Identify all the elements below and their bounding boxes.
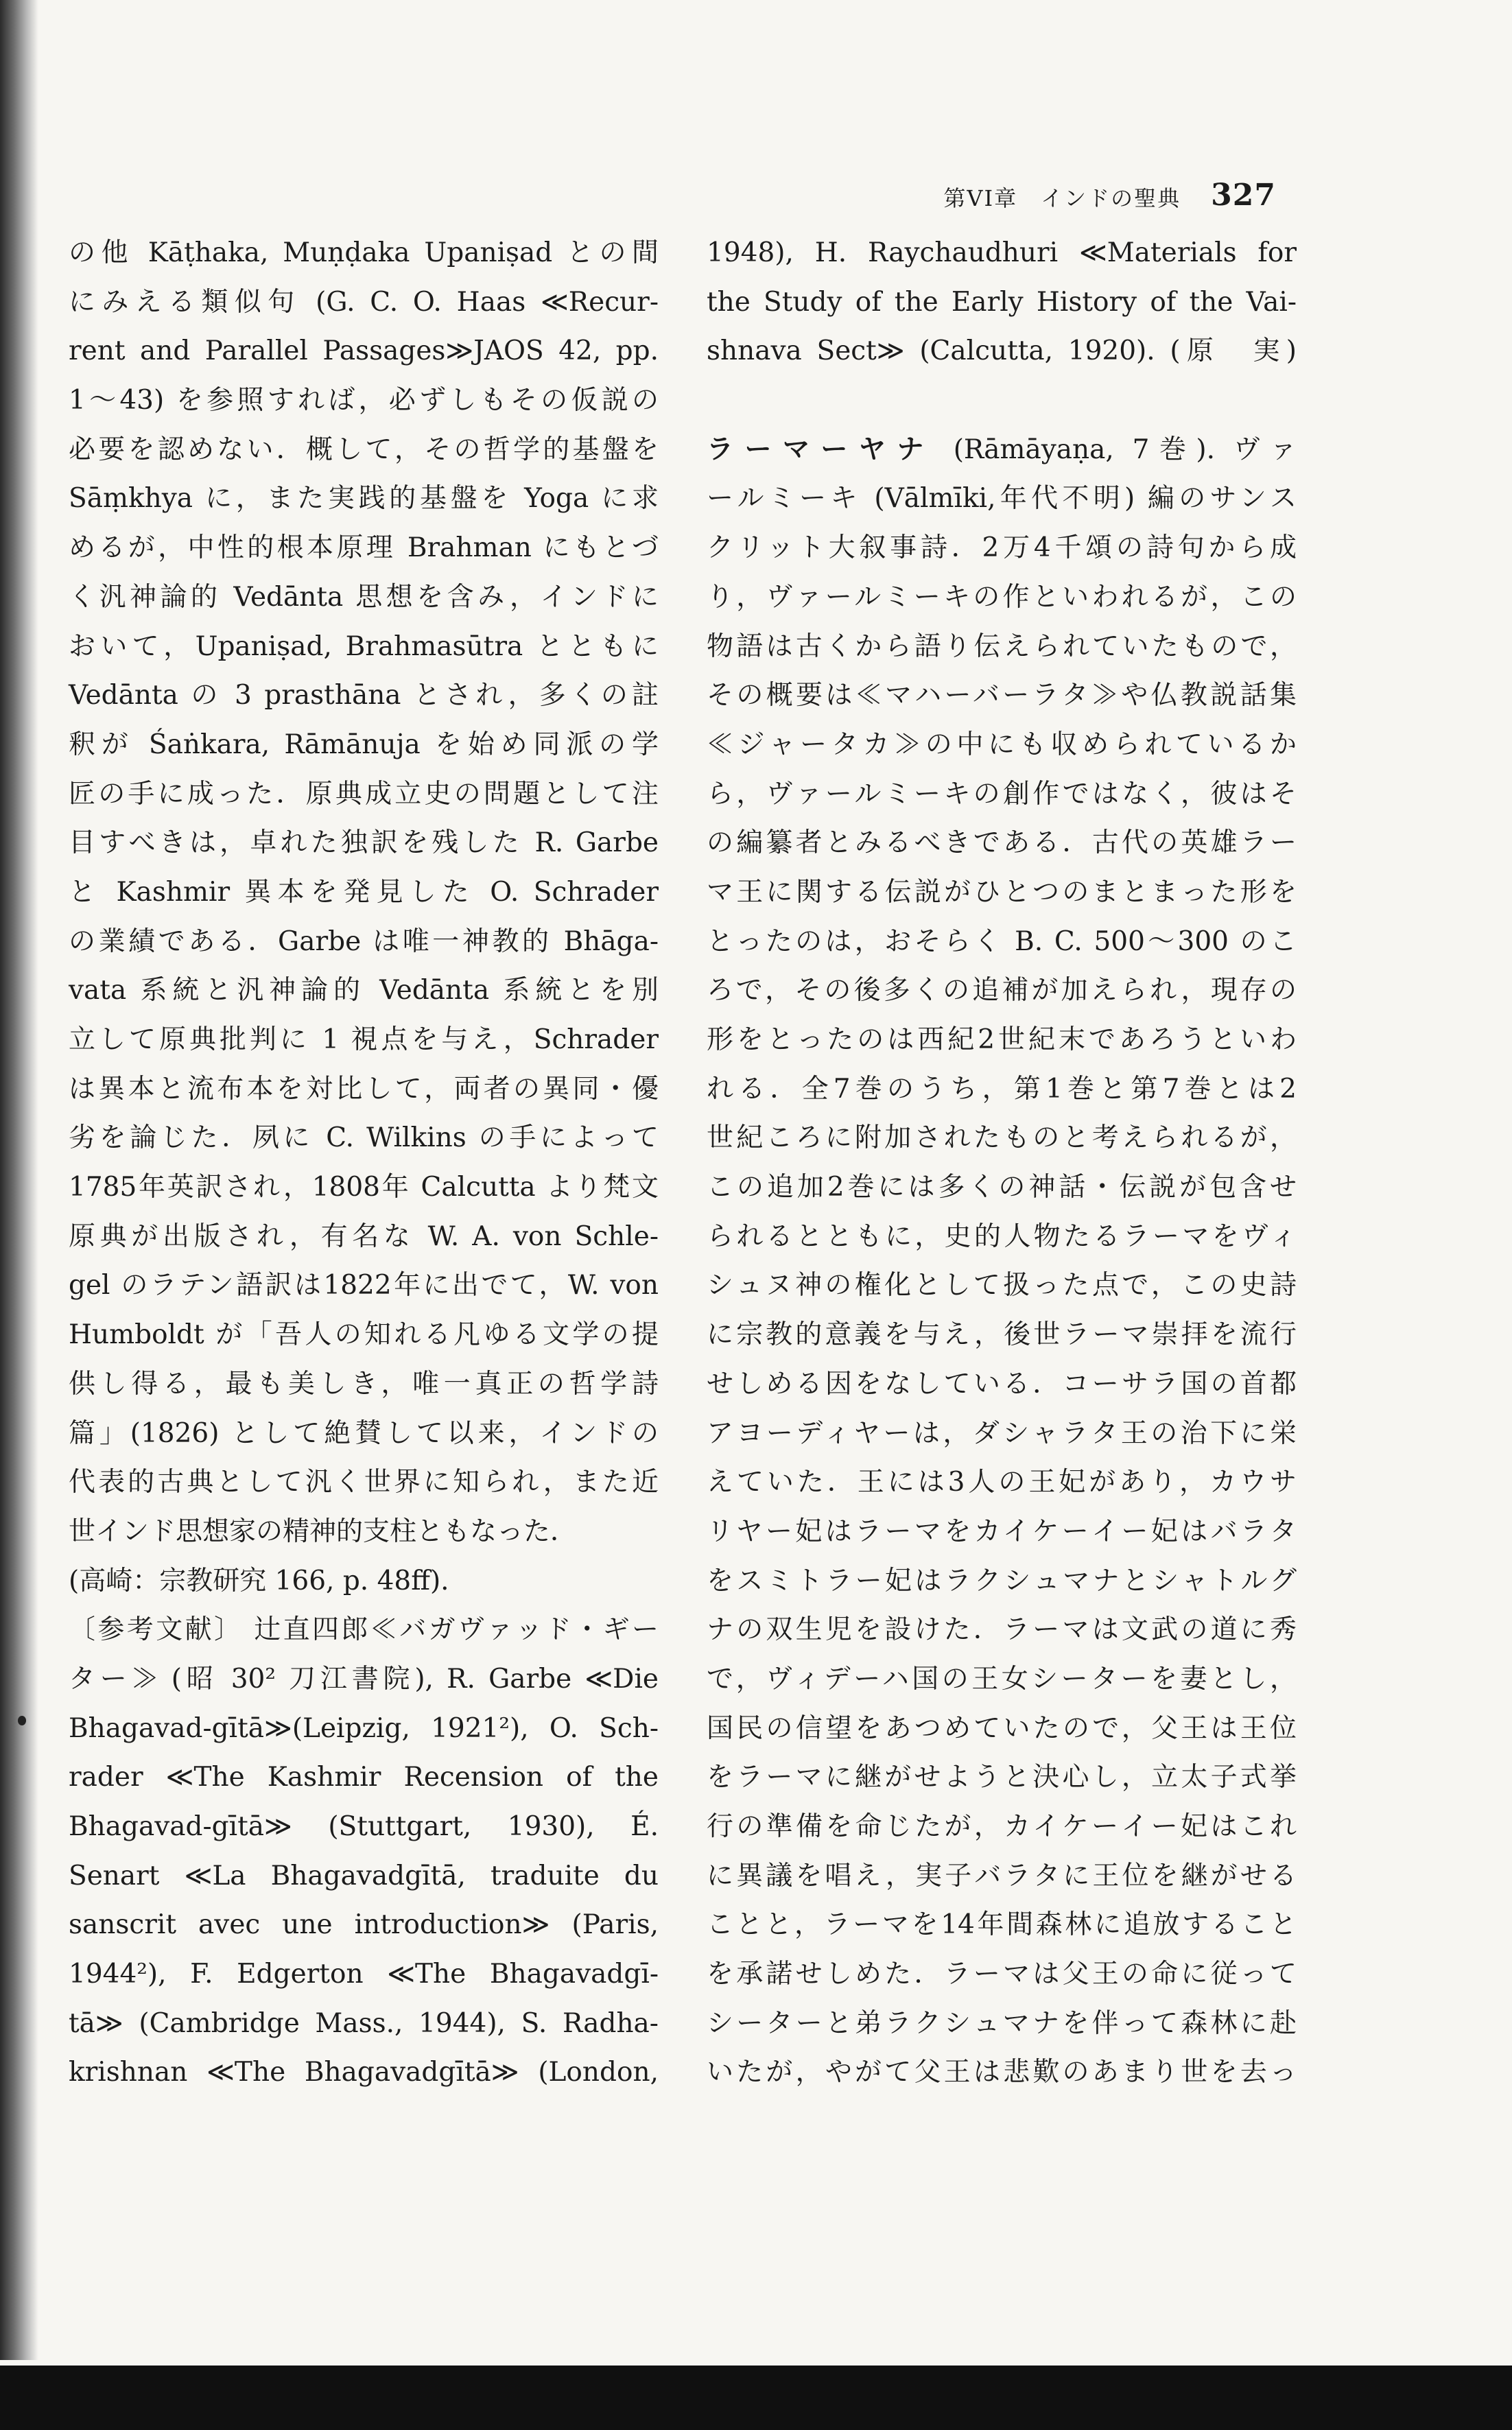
entry-first-line — [707, 425, 1297, 475]
text-line: の編纂者とみるべきである．古代の英雄ラー — [707, 827, 1297, 859]
text-line: は異本と流布本を対比して，両者の異同・優 — [69, 1073, 659, 1105]
references-line: 1948), H. Raychaudhuri ≪Materials for — [707, 237, 1297, 268]
text-line: アヨーディヤーは，ダシャラタ王の治下に栄 — [707, 1417, 1297, 1449]
references-line: tā≫ (Cambridge Mass., 1944), S. Radha- — [69, 2007, 659, 2039]
text-line: 目すべきは，卓れた独訳を残した R. Garbe — [69, 827, 659, 859]
references-line: the Study of the Early History of the Vai- — [707, 286, 1297, 318]
running-title: 第VI章 インドの聖典 — [943, 185, 1181, 211]
text-line: 立して原典批判に 1 視点を与え，Schrader — [69, 1024, 659, 1055]
text-line: 釈が Śaṅkara, Rāmānuja を始め同派の学 — [69, 729, 659, 760]
entry-gap — [707, 376, 1297, 425]
text-line: 匠の手に成った．原典成立史の問題として注 — [69, 778, 659, 810]
text-line: ナの双生児を設けた．ラーマは文武の道に秀 — [707, 1614, 1297, 1646]
text-line: ことと，ラーマを14年間森林に追放すること — [707, 1909, 1297, 1941]
text-line: ら，ヴァールミーキの創作ではなく，彼はそ — [707, 778, 1297, 810]
text-line: rent and Parallel Passages≫JAOS 42, pp. — [69, 335, 659, 367]
page-number: 327 — [1211, 178, 1276, 213]
right-column — [707, 228, 1297, 2097]
text-line: をラーマに継がせようと決心し，立太子式挙 — [707, 1762, 1297, 1793]
text-line: で，ヴィデーハ国の王女シーターを妻とし， — [707, 1663, 1297, 1695]
text-line: Humboldt が「吾人の知れる凡ゆる文学の提 — [69, 1319, 659, 1351]
text-line: Vedānta の 3 prasthāna とされ，多くの註 — [69, 680, 659, 711]
text-line: 世インド思想家の精神的支柱ともなった． — [69, 1515, 578, 1547]
references-line: sanscrit avec une introduction≫ (Paris, — [69, 1909, 659, 1941]
text-line: に異議を唱え，実子バラタに王位を継がせる — [707, 1860, 1297, 1891]
text-line: られるとともに，史的人物たるラーマをヴィ — [707, 1220, 1297, 1252]
text-line: ≪ジャータカ≫の中にも収められているか — [707, 729, 1297, 760]
text-line: えていた．王には3人の王妃があり，カウサ — [707, 1467, 1297, 1498]
text-line: いたが，やがて父王は悲歎のあまり世を去っ — [707, 2057, 1297, 2088]
text-line: 行の準備を命じたが，カイケーイー妃はこれ — [707, 1811, 1297, 1842]
text-line: Sāṃkhya に，また実践的基盤を Yoga に求 — [69, 483, 659, 515]
references-line: rader ≪The Kashmir Recension of the — [69, 1762, 659, 1793]
text-line: り，ヴァールミーキの作といわれるが，この — [707, 581, 1297, 613]
text-line: にみえる類似句 (G. C. O. Haas ≪Recur- — [69, 286, 659, 318]
text-line: とったのは，おそらく B. C. 500～300 のこ — [707, 925, 1297, 957]
text-line: 世紀ころに附加されたものと考えられるが， — [707, 1122, 1297, 1154]
text-line: 篇」(1826) として絶賛して以来，インドの — [69, 1417, 659, 1449]
text-line: vata 系統と汎神論的 Vedānta 系統とを別 — [69, 975, 659, 1006]
text-line: その概要は≪マハーバーラタ≫や仏教説話集 — [707, 680, 1297, 711]
text-line: gel のラテン語訳は1822年に出でて，W. von — [69, 1270, 659, 1301]
margin-mark — [18, 1716, 26, 1725]
text-line: く汎神論的 Vedānta 思想を含み，インドに — [69, 581, 659, 613]
text-line: を承諾せしめた．ラーマは父王の命に従って — [707, 1959, 1297, 1990]
binding-shadow — [0, 0, 38, 2360]
text-line: シュヌ神の権化として扱った点で，この史詩 — [707, 1270, 1297, 1301]
text-line: めるが，中性的根本原理 Brahman にもとづ — [69, 532, 659, 564]
references-line: Senart ≪La Bhagavadgītā, traduite du — [69, 1860, 659, 1891]
text-line: リヤー妃はラーマをカイケーイー妃はバラタ — [707, 1515, 1297, 1547]
entry-first-line-text: (Rāmāyaṇa, 7巻). ヴァ — [934, 434, 1297, 465]
text-line: この追加2巻には多くの神話・伝説が包含せ — [707, 1172, 1297, 1203]
text-line: 供し得る，最も美しき，唯一真正の哲学詩 — [69, 1368, 659, 1400]
references-line: 1944²), F. Edgerton ≪The Bhagavadgī- — [69, 1959, 659, 1990]
citation-line: (高崎：宗教研究 166, p. 48ff). — [69, 1565, 449, 1596]
running-header — [919, 165, 1276, 213]
text-line: 1785年英訳され，1808年 Calcutta より梵文 — [69, 1172, 659, 1203]
entry-headword: ラーマーヤナ — [707, 433, 935, 465]
references-line: Bhagavad-gītā≫(Leipzig, 1921²), O. Sch- — [69, 1712, 659, 1744]
references-line: ター≫ (昭 30² 刀江書院), R. Garbe ≪Die — [69, 1663, 659, 1695]
text-line: シーターと弟ラクシュマナを伴って森林に赴 — [707, 2007, 1297, 2039]
text-line: 原典が出版され，有名な W. A. von Schle- — [69, 1220, 659, 1252]
text-line: 物語は古くから語り伝えられていたもので， — [707, 630, 1297, 662]
text-line: と Kashmir 異本を発見した O. Schrader — [69, 876, 659, 908]
scan-bottom-border — [0, 2366, 1512, 2430]
text-line: 形をとったのは西紀2世紀末であろうといわ — [707, 1024, 1297, 1055]
text-line: 代表的古典として汎く世界に知られ，また近 — [69, 1467, 659, 1498]
text-line: 必要を認めない．概して，その哲学的基盤を — [69, 434, 659, 465]
text-line: れる．全7巻のうち，第1巻と第7巻とは2 — [707, 1073, 1297, 1105]
text-line: 国民の信望をあつめていたので，父王は王位 — [707, 1712, 1297, 1744]
text-line: に宗教的意義を与え，後世ラーマ崇拝を流行 — [707, 1319, 1297, 1351]
text-line: せしめる因をなしている．コーサラ国の首都 — [707, 1368, 1297, 1400]
references-line: krishnan ≪The Bhagavadgītā≫ (London, — [69, 2057, 659, 2088]
text-line: ろで，その後多くの追補が加えられ，現存の — [707, 975, 1297, 1006]
text-line: 1～43) を参照すれば，必ずしもその仮説の — [69, 385, 659, 416]
text-line: の業績である．Garbe は唯一神教的 Bhāga- — [69, 925, 659, 957]
text-line: ールミーキ (Vālmīki,年代不明) 編のサンス — [707, 483, 1297, 515]
left-column — [69, 228, 659, 2097]
text-line: 劣を論じた．夙に C. Wilkins の手によって — [69, 1122, 659, 1154]
text-line: の他 Kāṭhaka, Muṇḍaka Upaniṣad との間 — [69, 237, 659, 268]
text-line: おいて，Upaniṣad, Brahmasūtra とともに — [69, 630, 659, 662]
text-line: をスミトラー妃はラクシュマナとシャトルグ — [707, 1565, 1297, 1596]
references-line: Bhagavad-gītā≫ (Stuttgart, 1930), É. — [69, 1811, 659, 1842]
references-line: shnava Sect≫ (Calcutta, 1920). (原 実) — [707, 335, 1297, 367]
text-line: クリット大叙事詩．2万4千頌の詩句から成 — [707, 532, 1297, 564]
references-line: 〔参考文献〕 辻直四郎≪バガヴァッド・ギー — [69, 1614, 659, 1646]
text-line: マ王に関する伝説がひとつのまとまった形を — [707, 876, 1297, 908]
